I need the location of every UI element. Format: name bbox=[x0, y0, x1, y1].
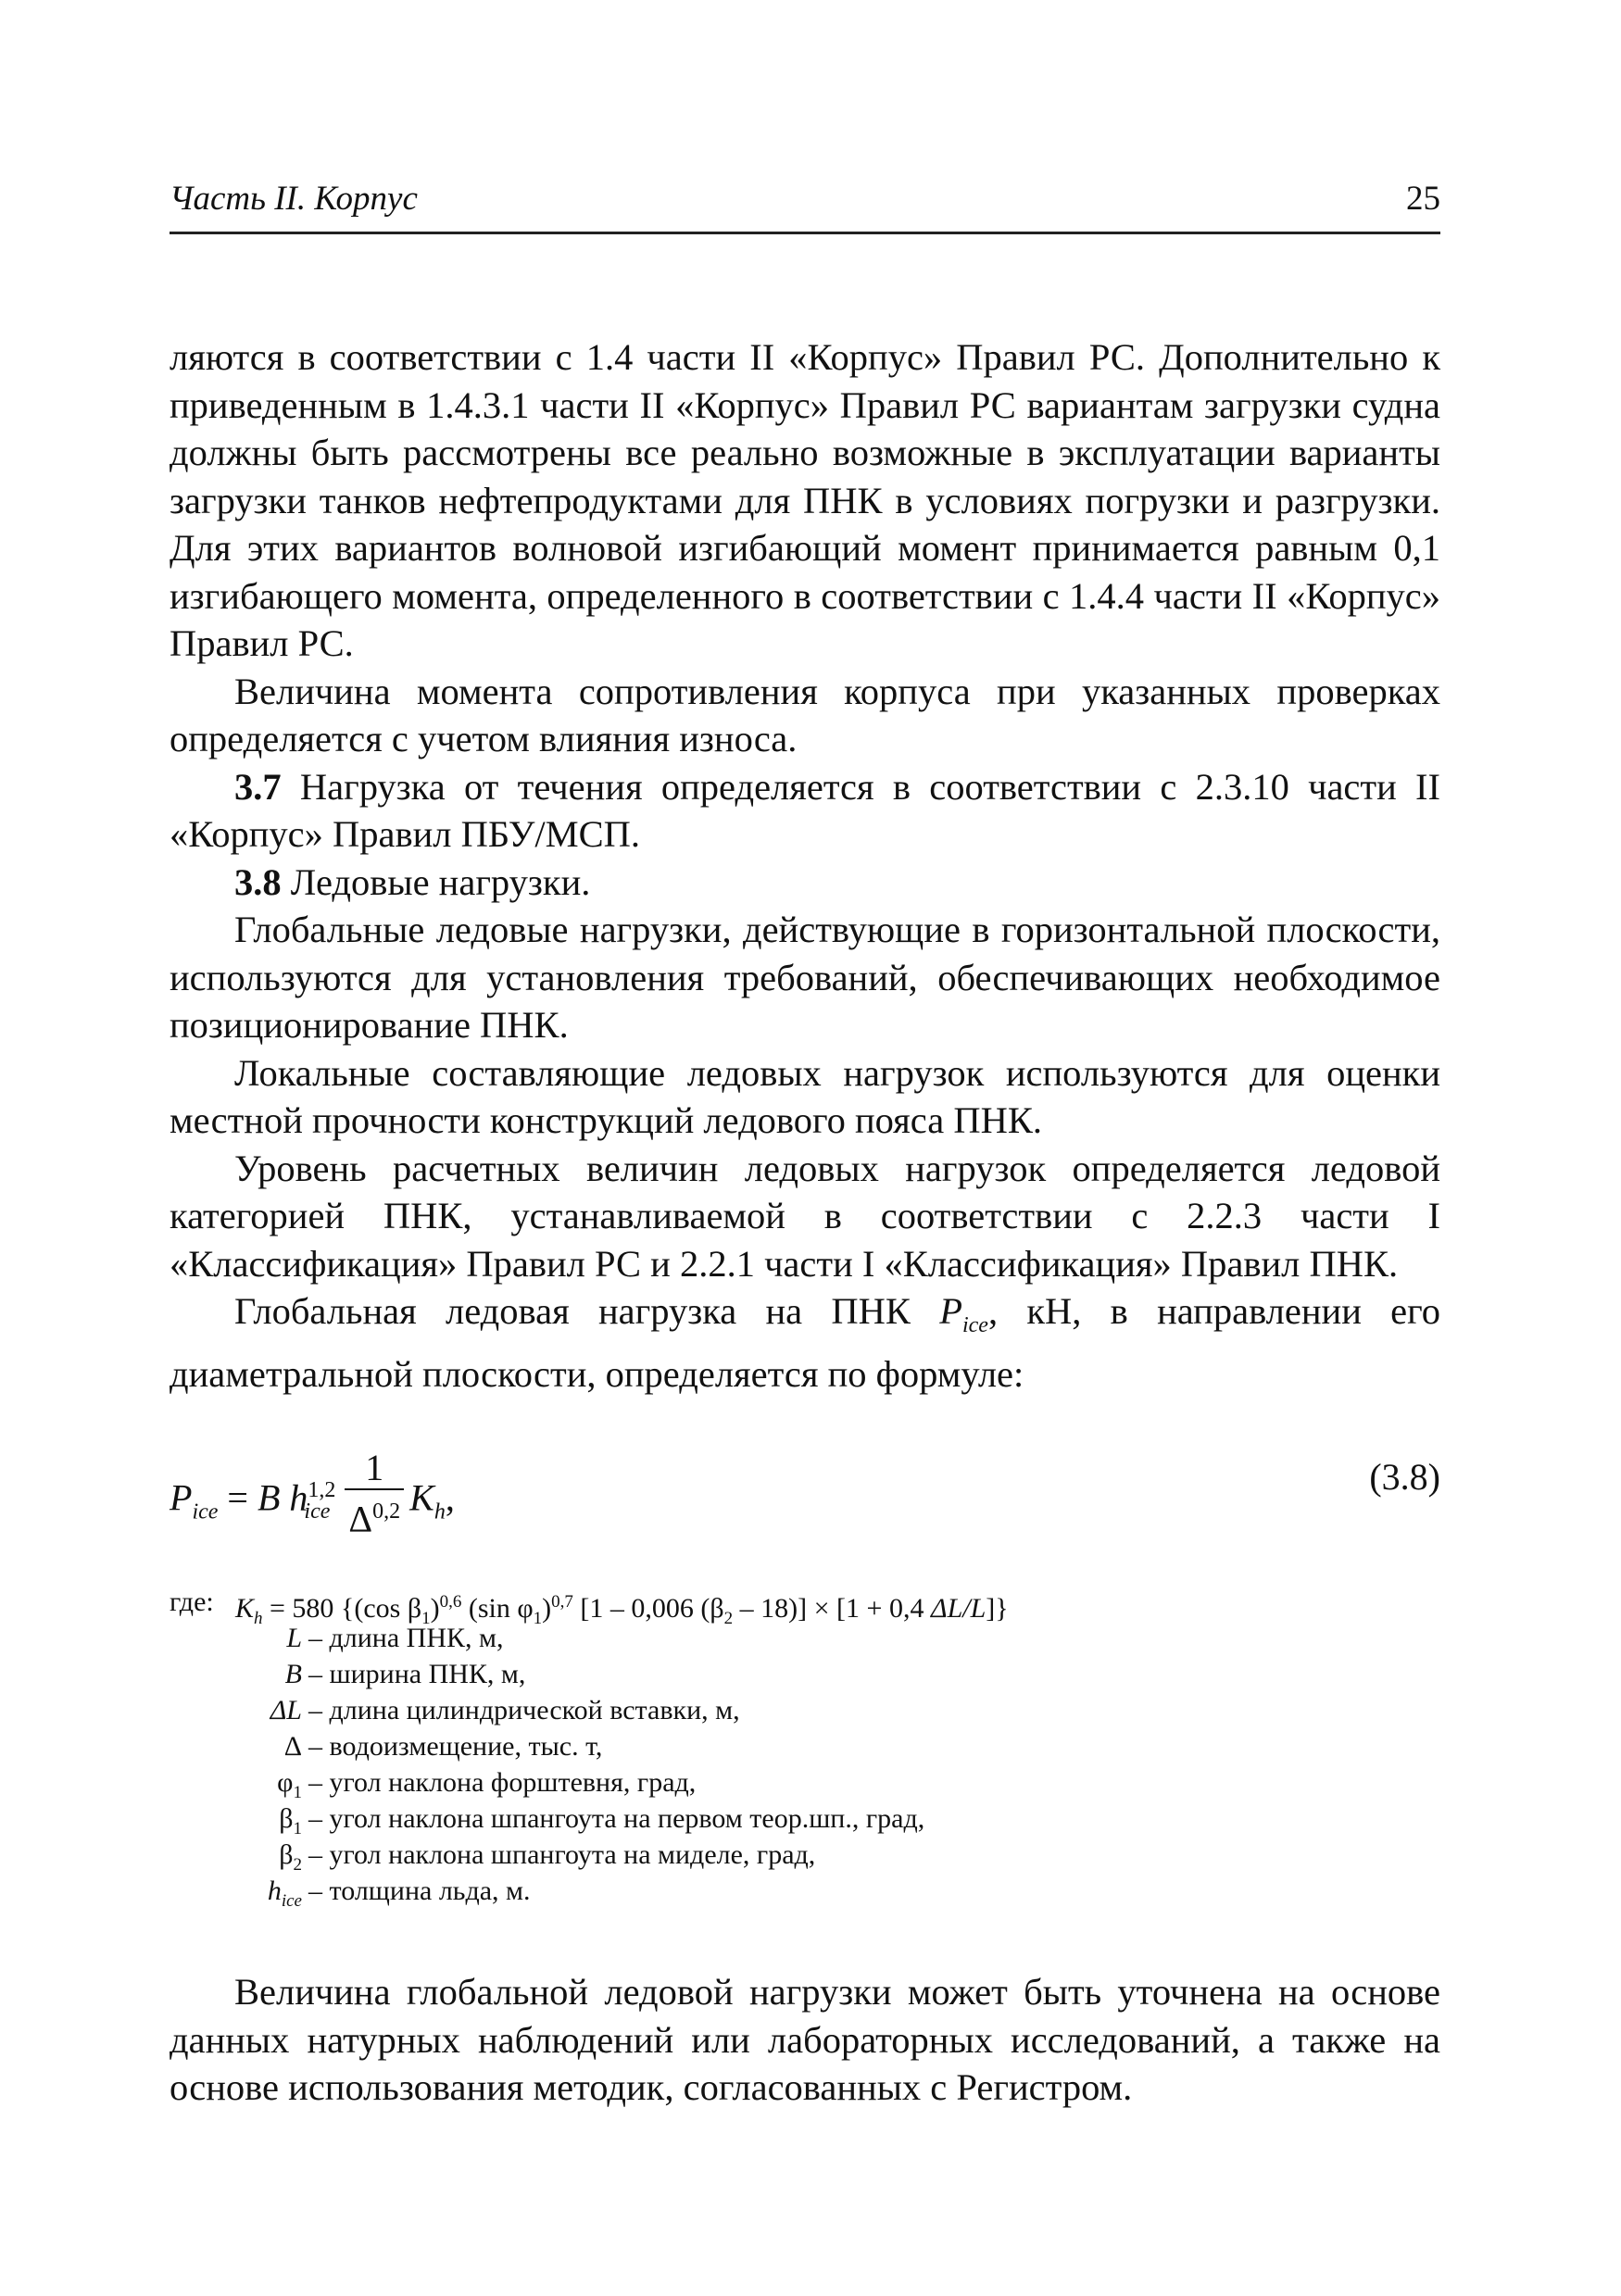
legend-symbol: B bbox=[284, 1659, 302, 1689]
intro-text: Глобальная ледовая нагрузка на ПНК bbox=[234, 1290, 940, 1332]
legend-row-beta2 bbox=[170, 1837, 1440, 1873]
phi-subscript: 1 bbox=[293, 1783, 302, 1802]
delta-symbol: Δ bbox=[348, 1498, 373, 1540]
formula-legend bbox=[170, 1584, 1440, 1909]
legend-row-kh bbox=[170, 1584, 1440, 1628]
legend-row-phi bbox=[170, 1764, 1440, 1800]
where-label: где: bbox=[170, 1587, 214, 1617]
legend-row-delta-l bbox=[170, 1692, 1440, 1728]
paragraph-3-8 bbox=[170, 859, 1440, 907]
delta-exponent: 0,2 bbox=[372, 1499, 401, 1524]
paragraph-global-ice-loads: Глобальные ледовые нагрузки, действующие в горизонтальной плоскости, используются для установления требований, обеспечивающих необходимое позиционирование ПНК. bbox=[170, 909, 1440, 1046]
legend-row-hice bbox=[170, 1873, 1440, 1909]
legend-description: – водоизмещение, тыс. т, bbox=[308, 1731, 603, 1762]
body-text bbox=[170, 333, 1440, 1398]
paragraph-3-7 bbox=[170, 763, 1440, 859]
formula-b-h: B h bbox=[257, 1476, 308, 1519]
hice-symbol: h bbox=[267, 1876, 282, 1906]
beta1-subscript: 1 bbox=[293, 1819, 302, 1838]
fraction-numerator: 1 bbox=[365, 1447, 384, 1488]
legend-row-l bbox=[170, 1620, 1440, 1656]
legend-description: – ширина ПНК, м, bbox=[308, 1659, 526, 1689]
header-title: Часть II. Корпус bbox=[170, 180, 418, 218]
formula-tail: , bbox=[445, 1476, 455, 1519]
legend-description: – длина цилиндрической вставки, м, bbox=[308, 1695, 740, 1725]
formula-3-8 bbox=[170, 1412, 1440, 1542]
kh-part-b-sup: 0,7 bbox=[551, 1592, 573, 1612]
formula-h-exponent: 1,2 bbox=[308, 1478, 336, 1503]
kh-part-d-symbol: ΔL/L bbox=[930, 1593, 986, 1624]
paragraph-local-ice-loads: Локальные составляющие ледовых нагрузок используются для оценки местной прочности конструкций ледового пояса ПНК. bbox=[170, 1051, 1440, 1141]
kh-part-a-sup: 0,6 bbox=[439, 1592, 462, 1612]
legend-symbol: L bbox=[286, 1623, 302, 1653]
formula-equals: = bbox=[218, 1476, 258, 1519]
clause-number: 3.8 bbox=[234, 860, 282, 903]
paragraph-closing: Величина глобальной ледовой нагрузки может быть уточнена на основе данных натурных наблюдений или лабораторных исследований, а также на основе использования методик, согласованных с Регистром. bbox=[170, 1971, 1440, 2108]
clause-text: Нагрузка от течения определяется в соответствии с 2.3.10 части II «Корпус» Правил ПБУ/МСП. bbox=[170, 765, 1440, 855]
formula-k-subscript: h bbox=[434, 1499, 446, 1524]
legend-symbol: Δ bbox=[283, 1731, 302, 1762]
kh-symbol: K bbox=[235, 1593, 255, 1624]
hice-subscript: ice bbox=[281, 1891, 302, 1911]
legend-symbol bbox=[268, 1873, 302, 1919]
kh-part-c: [1 – 0,006 (β bbox=[572, 1593, 724, 1624]
kh-part-b: (sin φ bbox=[461, 1593, 534, 1624]
page-number: 25 bbox=[1406, 180, 1440, 218]
formula-expression bbox=[170, 1447, 455, 1548]
legend-row-beta1 bbox=[170, 1800, 1440, 1837]
legend-description: – длина ПНК, м, bbox=[308, 1623, 504, 1653]
formula-fraction bbox=[345, 1448, 404, 1540]
kh-part-d: – 18)] × [1 + 0,4 bbox=[733, 1593, 931, 1624]
intro-text-after: , кН, в направлении его диаметральной плоскости, определяется по формуле: bbox=[170, 1290, 1440, 1395]
legend-description: – угол наклона шпангоута на первом теор.шп., град, bbox=[308, 1803, 925, 1834]
fraction-denominator bbox=[345, 1488, 404, 1540]
beta1-symbol: β bbox=[279, 1803, 294, 1834]
legend-symbol: ΔL bbox=[270, 1695, 302, 1725]
paragraph-section-modulus: Величина момента сопротивления корпуса при указанных проверках определяется с учетом влияния износа. bbox=[170, 670, 1440, 759]
legend-row-delta bbox=[170, 1728, 1440, 1764]
formula-lhs-subscript: ice bbox=[192, 1499, 219, 1524]
legend-description: – толщина льда, м. bbox=[308, 1876, 531, 1906]
clause-text: Ледовые нагрузки. bbox=[281, 860, 591, 903]
paragraph-ice-category: Уровень расчетных величин ледовых нагрузок определяется ледовой категорией ПНК, устанавливаемой в соответствии с 2.2.3 части I «Классификация» Правил РС и 2.2.1 части I «Классификация» Правил ПНК. bbox=[170, 1147, 1440, 1285]
equation-number: (3.8) bbox=[1369, 1456, 1440, 1498]
beta2-subscript: 2 bbox=[293, 1855, 302, 1875]
legend-description: – угол наклона шпангоута на миделе, град, bbox=[308, 1839, 816, 1870]
kh-part-a: = 580 {(cos β bbox=[262, 1593, 422, 1624]
paragraph-formula-intro bbox=[170, 1287, 1440, 1398]
kh-subscript: h bbox=[254, 1609, 263, 1628]
kh-part-a-sub: 1 bbox=[421, 1609, 431, 1628]
kh-part-b-paren: ) bbox=[542, 1593, 552, 1624]
symbol-p-subscript: ice bbox=[961, 1313, 988, 1338]
symbol-p: P bbox=[939, 1290, 962, 1332]
kh-part-a-paren: ) bbox=[430, 1593, 440, 1624]
paragraph-continuation: ляются в соответствии с 1.4 части II «Корпус» Правил РС. Дополнительно к приведенным в 1.4.3.1 части II «Корпус» Правил РС вариантам загрузки судна должны быть рассмотрены все реально возможные в эксплуатации варианты загрузки танков нефтепродуктами для ПНК в условиях погрузки и разгрузки. Для этих вариантов волновой изгибающий момент принимается равным 0,1 изгибающего момента, определенного в соответствии с 1.4.4 части II «Корпус» Правил РС. bbox=[170, 336, 1440, 664]
formula-lhs: P bbox=[170, 1476, 193, 1519]
kh-part-b-sub: 1 bbox=[533, 1609, 543, 1628]
formula-h-subscript: ice bbox=[304, 1499, 331, 1524]
kh-part-c-sub: 2 bbox=[723, 1609, 734, 1628]
legend-row-b bbox=[170, 1656, 1440, 1692]
running-header bbox=[170, 176, 1440, 234]
formula-k: K bbox=[409, 1476, 434, 1519]
clause-number: 3.7 bbox=[234, 765, 282, 808]
phi-symbol: φ bbox=[277, 1767, 294, 1798]
kh-part-e: ]} bbox=[986, 1593, 1009, 1624]
legend-description: – угол наклона форштевня, град, bbox=[308, 1767, 697, 1798]
beta2-symbol: β bbox=[279, 1839, 294, 1870]
